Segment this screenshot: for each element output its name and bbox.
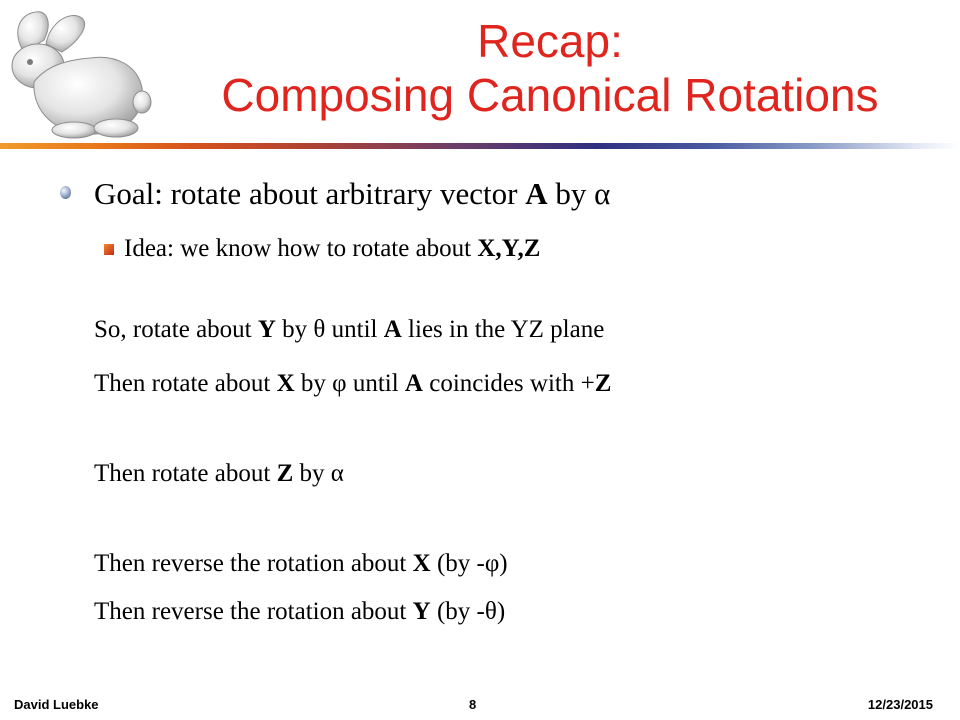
goal-bullet: [94, 176, 610, 212]
step-rotate-y: [94, 315, 604, 345]
step-vector: A: [383, 316, 402, 343]
slide-title-line-2: Composing Canonical Rotations: [221, 69, 879, 121]
square-bullet-icon: [104, 244, 114, 255]
step-text: by θ until: [275, 316, 384, 343]
step-rotate-z: [94, 459, 344, 489]
step-axis: Y: [257, 316, 276, 343]
step-reverse-x: [94, 549, 508, 579]
step-text: Then reverse the rotation about: [94, 598, 413, 625]
step-text: by α: [293, 460, 344, 487]
idea-axes: X,Y,Z: [477, 235, 541, 262]
idea-sub-bullet: [124, 234, 540, 264]
step-rotate-x: [94, 369, 611, 399]
step-axis: Z: [594, 370, 612, 397]
goal-vector: A: [525, 176, 548, 211]
step-text: Then rotate about: [94, 460, 277, 487]
goal-text-by: by: [547, 176, 595, 211]
step-axis: X: [276, 370, 295, 397]
idea-text: Idea: we know how to rotate about: [124, 235, 478, 262]
step-axis: Z: [276, 460, 294, 487]
footer-author: David Luebke: [14, 697, 99, 712]
footer-date: 12/23/2015: [867, 697, 933, 712]
step-text: by φ until: [294, 370, 405, 397]
step-vector: A: [404, 370, 423, 397]
step-text: (by -φ): [430, 550, 508, 577]
step-text: coincides with +: [422, 370, 595, 397]
step-text: So, rotate about: [94, 316, 258, 343]
step-axis: Y: [412, 598, 431, 625]
step-text: lies in the YZ plane: [401, 316, 605, 343]
step-text: Then reverse the rotation about: [94, 550, 413, 577]
step-text: Then rotate about: [94, 370, 277, 397]
round-bullet-icon: [60, 186, 71, 199]
footer-page-number: 8: [469, 697, 477, 712]
slide-title-line-1: Recap:: [477, 15, 623, 67]
goal-angle: α: [594, 176, 611, 211]
step-axis: X: [412, 550, 431, 577]
step-reverse-y: [94, 597, 505, 627]
goal-text: Goal: rotate about arbitrary vector: [94, 176, 526, 211]
step-text: (by -θ): [430, 598, 506, 625]
